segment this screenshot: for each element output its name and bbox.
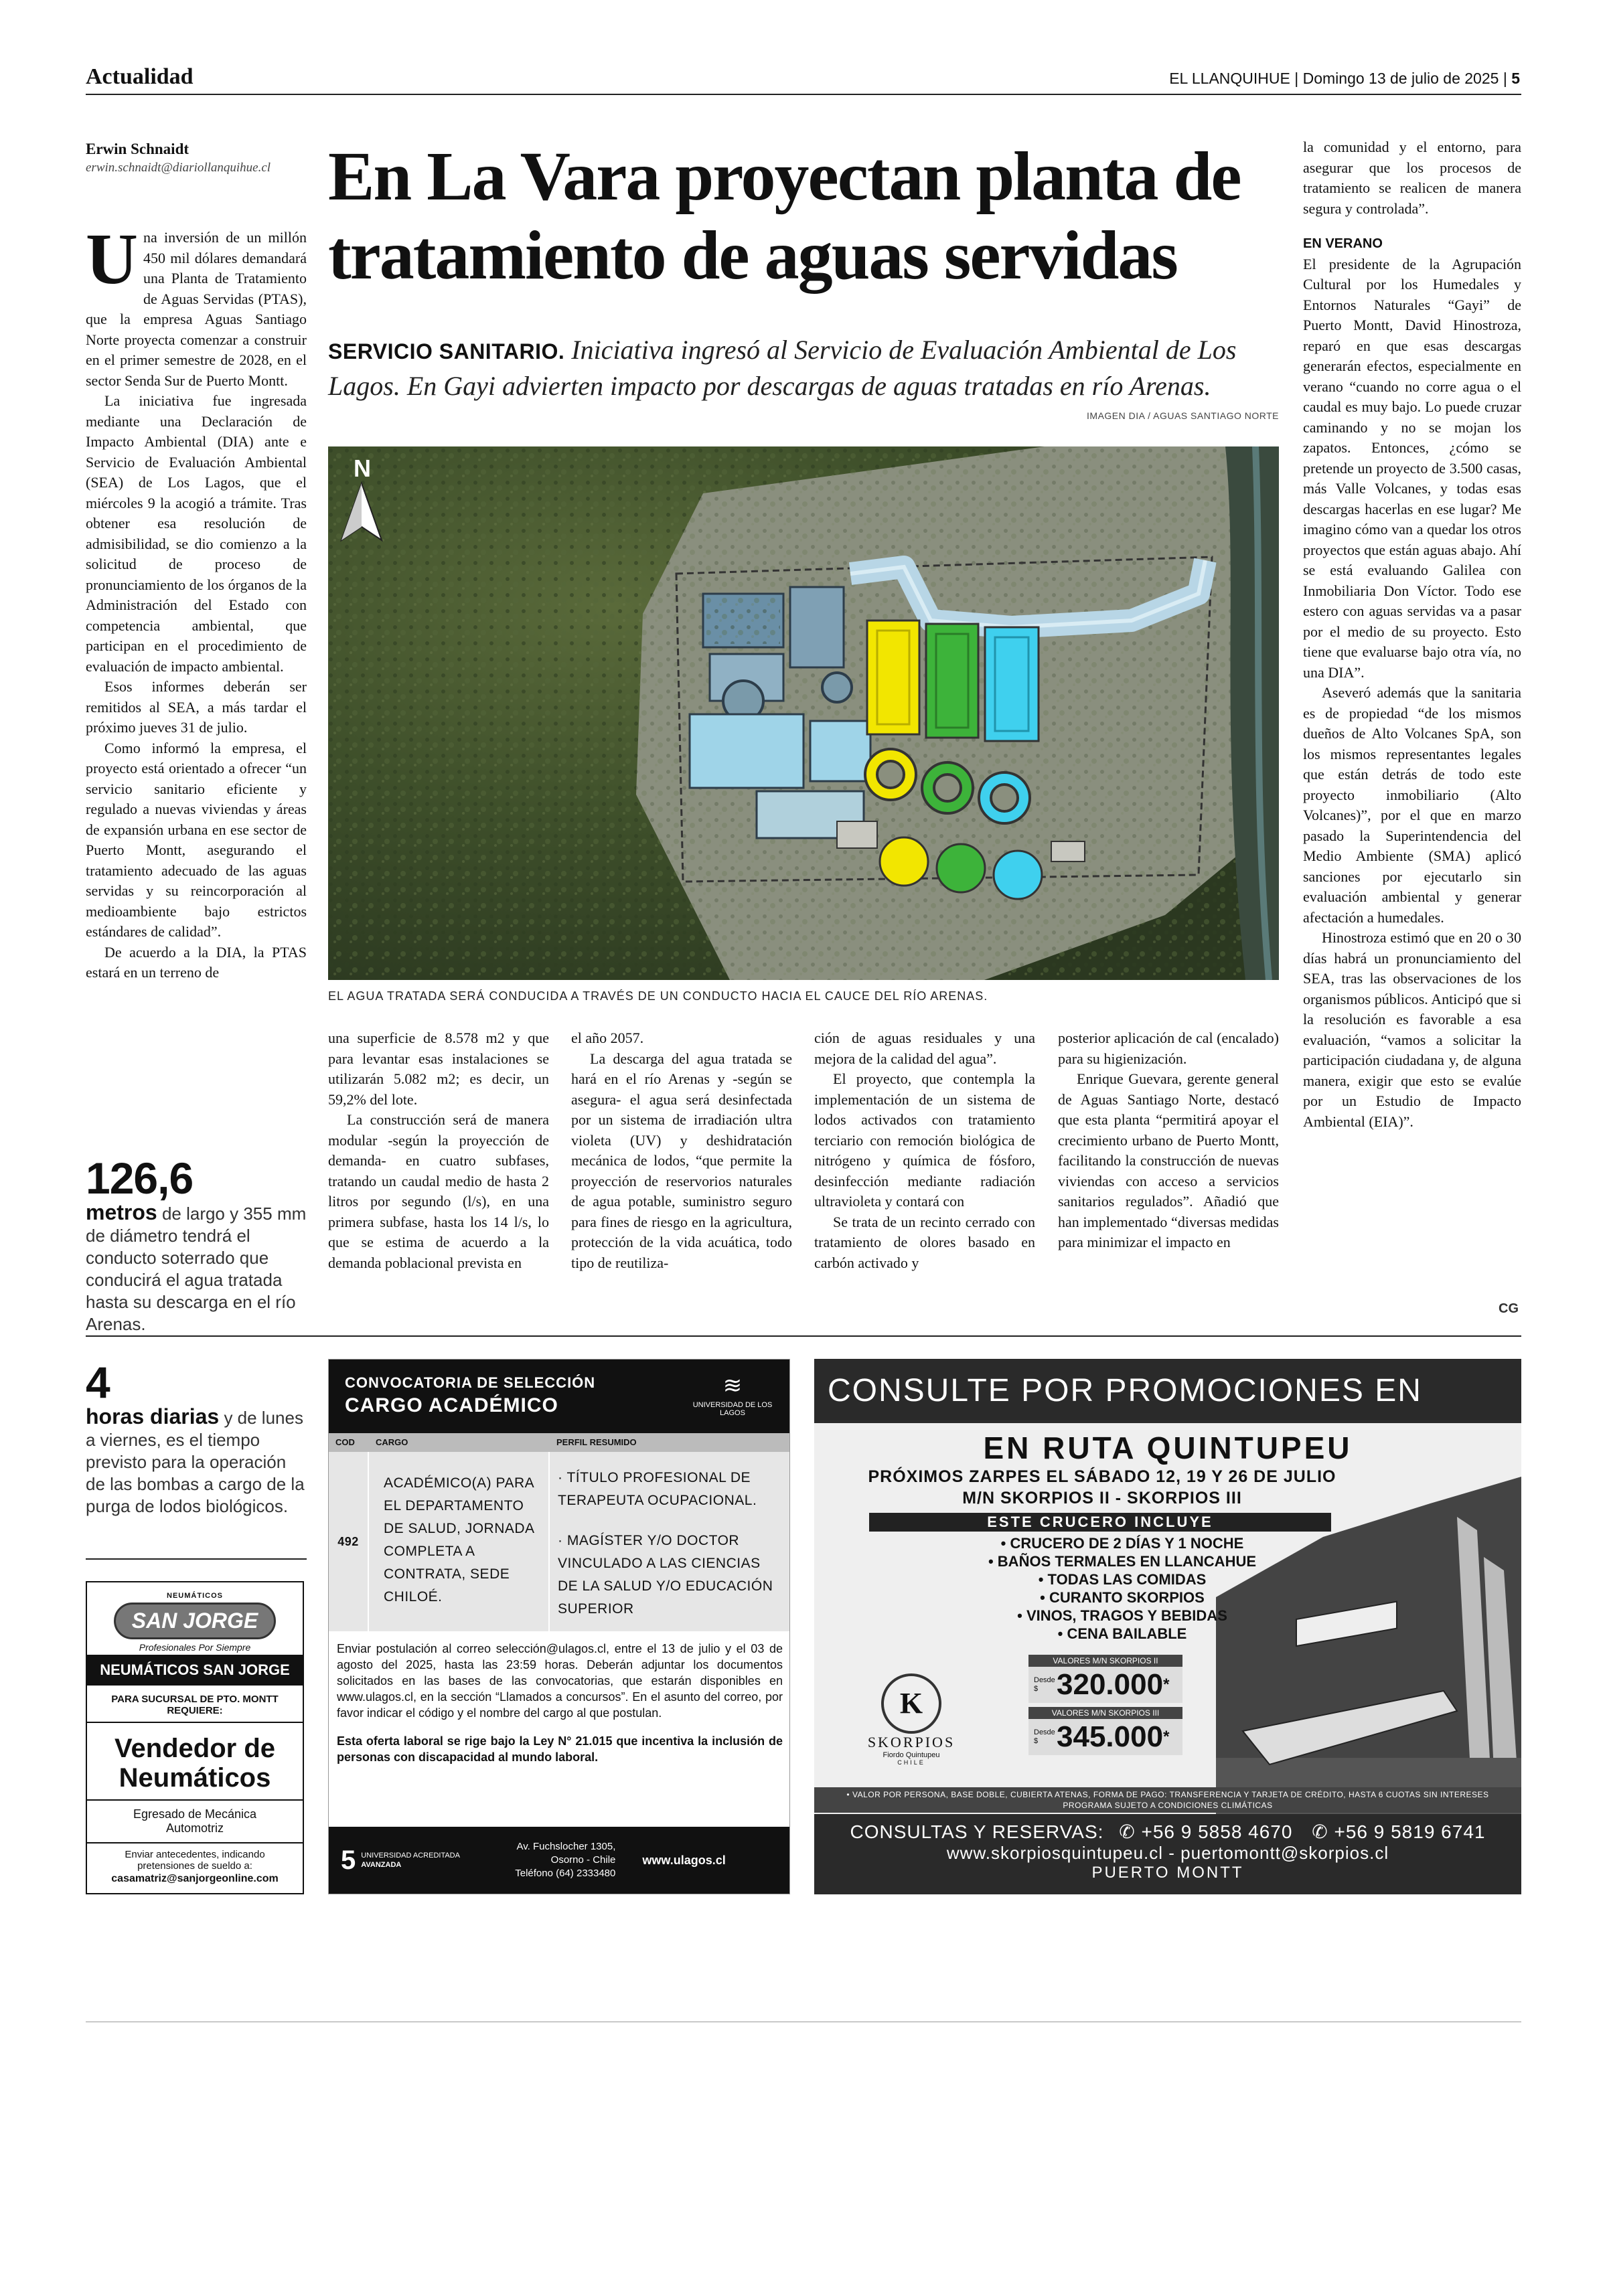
ulagos-logo-icon: ≋ (722, 1373, 743, 1398)
skorpios-item: • BAÑOS TERMALES EN LLANCAHUE (988, 1553, 1257, 1570)
col4-p2: El proyecto, que contempla la implementación de un sistema de lodos activados con tratamiento terciario con remoción biológica de nitrógeno y química de fósforo, desinfección mediante radiación ultravioleta y contará con (814, 1070, 1035, 1210)
price-label-2: VALORES M/N SKORPIOS III (1028, 1707, 1182, 1719)
kicker-text: Iniciativa ingresó al Servicio de Evaluación Ambiental de Los Lagos. En Gayi advierten impacto por descargas de aguas tratadas en río Arenas. (328, 335, 1237, 401)
skorpios-logo-text: SKORPIOS (867, 1734, 955, 1750)
ad-san-jorge[interactable] (86, 1581, 304, 1894)
skorpios-city: PUERTO MONTT (1091, 1864, 1244, 1882)
article-col-5 (1058, 1028, 1279, 1253)
col2-p1: una superficie de 8.578 m2 y que para levantar esas instalaciones se utilizarán 5.082 m2; es decir, un 59,2% del lote. (328, 1030, 549, 1108)
ulagos-level: AVANZADA (361, 1861, 402, 1869)
headline-line-2: tratamiento de aguas servidas (328, 217, 1177, 294)
ulagos-logo-text: UNIVERSIDAD DE LOS LAGOS (692, 1401, 773, 1417)
section-title: Actualidad (86, 64, 194, 89)
skorpios-item-text: VINOS, TRAGOS Y BEBIDAS (1026, 1607, 1227, 1624)
end-mark: CG (1499, 1301, 1519, 1316)
fact-1-text: de largo y 355 mm de diámetro tendrá el conducto soterrado que conducirá el agua tratada hasta su descarga en el río Arenas. (86, 1204, 307, 1334)
ulagos-perfil-1: · TÍTULO PROFESIONAL DE TERAPEUTA OCUPACIONAL. (558, 1470, 757, 1508)
ulagos-table-row (329, 1452, 789, 1631)
col6-p2: El presidente de la Agrupación Cultural por los Humedales y Entornos Naturales “Gayi” de Puerto Montt, David Hinostroza, reparó en que esas descargas generarán efectos, especialmente en verano “cuando no corre agua o el caudal es muy bajo. Lo puede cruzar caminando y no se mojan los zapatos. Entonces, ¿cómo se pretende un proyecto de 3.500 casas, más Valle Volcanes, y todas esas descargas hacerlas en ese lugar? Me imagino cómo van a quedar los otros proyectos que están aguas abajo. Ahí se está evaluando Galilea con Inmobiliaria Don Víctor. Todo ese estero con aguas servidas va a pasar por el medio de su proyecto. Esto tiene que evaluarse bajo otra vía, no una DIA”. (1303, 255, 1521, 681)
helm-icon: K (881, 1673, 941, 1734)
phone-2[interactable]: +56 9 5819 6741 (1334, 1821, 1486, 1842)
col1-p1: na inversión de un millón 450 mil dólares demandará una Planta de Tratamiento de Aguas Servidas (PTAS), que la empresa Aguas Santiago Norte proyecta comenzar a construir en el primer semestre de 2028, en el sector Senda Sur de Puerto Montt. (86, 229, 307, 389)
masthead: EL LLANQUIHUE | Domingo 13 de julio de 2025 | 5 (1169, 70, 1520, 87)
phone-1[interactable]: +56 9 5858 4670 (1141, 1821, 1293, 1842)
currency-label: $ (1034, 1685, 1039, 1693)
contact-label: CONSULTAS Y RESERVAS: (850, 1821, 1104, 1842)
fact-rule (86, 1558, 307, 1560)
skorpios-ships: M/N SKORPIOS II - SKORPIOS III (962, 1489, 1242, 1507)
north-label: N (354, 455, 371, 482)
photo-caption: EL AGUA TRATADA SERÁ CONDUCIDA A TRAVÉS DE UN CONDUCTO HACIA EL CAUCE DEL RÍO ARENAS. (328, 989, 988, 1003)
col1-p5: De acuerdo a la DIA, la PTAS estará en un terreno de (86, 943, 307, 981)
ulagos-header (329, 1360, 789, 1433)
col-cargo: CARGO (376, 1437, 408, 1447)
ulagos-table-header (329, 1433, 789, 1452)
skorpios-item-text: BAÑOS TERMALES EN LLANCAHUE (997, 1553, 1257, 1570)
desde-label: Desde (1034, 1728, 1055, 1736)
byline (86, 141, 307, 175)
ulagos-web[interactable]: www.ulagos.cl (642, 1853, 726, 1867)
san-jorge-tagline: Profesionales Por Siempre (139, 1642, 251, 1653)
ulagos-phone: Teléfono (64) 2333480 (515, 1868, 616, 1879)
fact-2-lead: horas diarias (86, 1404, 220, 1428)
ad-skorpios[interactable] (814, 1359, 1521, 1894)
skorpios-item: • CURANTO SKORPIOS (1040, 1589, 1205, 1606)
skorpios-banner: CONSULTE POR PROMOCIONES EN (814, 1359, 1521, 1423)
headline-line-1: En La Vara proyectan planta de (328, 138, 1241, 215)
ulagos-cargo: ACADÉMICO(A) PARA EL DEPARTAMENTO DE SALUD, JORNADA COMPLETA A CONTRATA, SEDE CHILOÉ. (369, 1452, 550, 1631)
whatsapp-icon: ✆ (1119, 1821, 1136, 1842)
issue-date: Domingo 13 de julio de 2025 (1302, 70, 1499, 87)
col6-p1: la comunidad y el entorno, para asegurar que los procesos de tratamiento se realicen de manera segura y controlada”. (1303, 139, 1521, 217)
skorpios-web[interactable]: www.skorpiosquintupeu.cl - puertomontt@skorpios.cl (946, 1843, 1389, 1863)
san-jorge-brand: SAN JORGE (114, 1603, 276, 1639)
article-col-2 (328, 1028, 549, 1273)
newspaper-name: EL LLANQUIHUE (1169, 70, 1290, 87)
col1-p4: Como informó la empresa, el proyecto está orientado a ofrecer “un servicio sanitario eficiente y regulado a nuevas viviendas y áreas de expansión urbana en ese sector de Puerto Montt, asegurando el tratamiento adecuado de las aguas servidas y su reincorporación al medioambiente bajo estrictos estándares de calidad”. (86, 739, 307, 940)
col4-p1: ción de aguas residuales y una mejora de la calidad del agua”. (814, 1030, 1035, 1067)
article-col-6 (1303, 137, 1521, 1132)
price-box-1: Desde $ 320.000 * (1028, 1667, 1182, 1703)
author-email[interactable]: erwin.schnaidt@diariollanquihue.cl (86, 161, 271, 175)
skorpios-items (948, 1534, 1296, 1643)
currency-label: $ (1034, 1737, 1039, 1745)
article-col-4 (814, 1028, 1035, 1273)
dropcap: U (86, 220, 138, 299)
ulagos-body: Enviar postulación al correo selección@ulagos.cl, entre el 13 de julio y el 03 de agosto del 2025, hasta las 23:59 horas. Deberán adjuntar los documentos solicitados en las bases de las convocatorias, que estarán disponibles en www.ulagos.cl, en la sección “Llamados a concursos”. En el asunto del correo, por favor indicar el código y el nombre del cargo al que postulan. (337, 1642, 783, 1720)
article-col-3 (571, 1028, 792, 1273)
col3-p2: La descarga del agua tratada se hará en el río Arenas y -según se asegura- el agua será desinfectada por un sistema de irradiación ultra violeta (UV) y deshidratación mecánica de lodos, “que permite la proyección de reservorios naturales de agua potable, suministro seguro para fines de riesgo en la agricultura, protección de la vida acuática, todo tipo de reutiliza- (571, 1050, 792, 1271)
skorpios-item: • VINOS, TRAGOS Y BEBIDAS (1017, 1607, 1227, 1624)
ulagos-addr-1: Av. Fuchslocher 1305, (516, 1841, 616, 1852)
col3-p1: el año 2057. (571, 1030, 644, 1046)
fact-1-lead: metros (86, 1200, 157, 1224)
ulagos-title-1: CONVOCATORIA DE SELECCIÓN (345, 1374, 596, 1391)
col5-p1: posterior aplicación de cal (encalado) para su higienización. (1058, 1030, 1279, 1067)
desde-label: Desde (1034, 1676, 1055, 1684)
col6-p4: Hinostroza estimó que en 20 o 30 días habrá un pronunciamiento del SEA, tras las observaciones de los organismos públicos. Anticipó que si la resolución es favorable a esa evaluación, “vamos a solicitar la participación ciudadana y, de alguna manera, exigir que esto se evalúe por un Estudio de Impacto Ambiental (EIA)”. (1303, 929, 1521, 1130)
fact-1-number: 126,6 (86, 1153, 194, 1203)
skorpios-item: • TODAS LAS COMIDAS (1038, 1571, 1207, 1588)
skorpios-title: EN RUTA QUINTUPEU (983, 1430, 1353, 1465)
kicker (328, 333, 1266, 404)
skorpios-fine-print: • VALOR POR PERSONA, BASE DOBLE, CUBIERTA ATENAS, FORMA DE PAGO: TRANSFERENCIA Y TARJETA DE CRÉDITO, HASTA 6 CUOTAS SIN INTERESES PROGRAMA SUJETO A CONDICIONES CLIMÁTICAS (814, 1787, 1521, 1813)
col2-p2: La construcción será de manera modular -según la proyección de demanda- en cuatro subfases, tratando un caudal medio de hasta 2 litros por segundo (l/s), en una primera subfase, hasta los 14 l/s, lo que se estima de acuerdo a la demanda poblacional prevista en (328, 1111, 549, 1271)
skorpios-includes: ESTE CRUCERO INCLUYE (869, 1513, 1331, 1532)
ulagos-logo (689, 1374, 776, 1417)
fact-box-1 (86, 1155, 307, 1335)
col5-p2: Enrique Guevara, gerente general de Aguas Santiago Norte, destacó que esta planta “permitirá apoyar el crecimiento urbano de Puerto Montt, facilitando la construcción de nuevas viviendas con acceso a servicios sanitarios regulados”. Añadió que han implementado “diversas medidas para minimizar el impacto en (1058, 1070, 1279, 1250)
header-rule (86, 94, 1521, 95)
ulagos-law-note: Esta oferta laboral se rige bajo la Ley N° 21.015 que incentiva la inclusión de personas con discapacidad al mundo laboral. (337, 1734, 783, 1764)
san-jorge-brand-small: NEUMÁTICOS (167, 1592, 223, 1600)
ulagos-title-2: CARGO ACADÉMICO (345, 1394, 558, 1416)
ad-ulagos[interactable] (328, 1359, 790, 1894)
ulagos-footer (329, 1827, 789, 1894)
price-label-1: VALORES M/N SKORPIOS II (1028, 1655, 1182, 1667)
fact-2-text: y de lunes a viernes, es el tiempo previsto para la operación de las bombas a cargo de la purga de lodos biológicos. (86, 1408, 305, 1516)
skorpios-item-text: TODAS LAS COMIDAS (1047, 1571, 1207, 1588)
san-jorge-logo (87, 1582, 303, 1655)
fact-2-number: 4 (86, 1358, 110, 1407)
ulagos-perfil-2: · MAGÍSTER Y/O DOCTOR VINCULADO A LAS CIENCIAS DE LA SALUD Y/O EDUCACIÓN SUPERIOR (558, 1533, 773, 1617)
price-1: 320.000 (1057, 1668, 1164, 1701)
skorpios-footer (814, 1814, 1521, 1894)
col6-p3: Aseveró además que la sanitaria es de propiedad “de los mismos dueños de Alto Volcanes SpA, son los mismos representantes legales que están detrás de todo este proyecto inmobiliario (Alto Volcanes)”, por el que en marzo pasado la Superintendencia del Medio Ambiente (SMA) aplicó sanciones por ejecutarlo sin evaluación ambiental y generar afectación a humedales. (1303, 684, 1521, 926)
plant-render-svg (328, 446, 1279, 980)
ulagos-cod: 492 (329, 1452, 369, 1631)
skorpios-logo-country: CHILE (897, 1759, 925, 1766)
san-jorge-requirement: Egresado de Mecánica Automotriz (87, 1801, 303, 1843)
skorpios-item: • CRUCERO DE 2 DÍAS Y 1 NOCHE (1000, 1535, 1244, 1552)
fact-box-2 (86, 1359, 307, 1518)
san-jorge-email[interactable]: casamatriz@sanjorgeonline.com (111, 1873, 279, 1884)
skorpios-item-text: CRUCERO DE 2 DÍAS Y 1 NOCHE (1010, 1535, 1244, 1552)
san-jorge-footer-text: Enviar antecedentes, indicando pretensiones de sueldo a: (125, 1849, 265, 1872)
price-box-2: Desde $ 345.000 * (1028, 1719, 1182, 1755)
headline (328, 137, 1299, 295)
whatsapp-icon: ✆ (1312, 1821, 1328, 1842)
author-name: Erwin Schnaidt (86, 141, 189, 157)
aerial-render-image (328, 446, 1279, 980)
col1-p2: La iniciativa fue ingresada mediante una Declaración de Impacto Ambiental (DIA) ante e Servicio de Evaluación Ambiental (SEA) de Los Lagos, que el miércoles 9 la acogió a trámite. Tras obtener esa resolución de admisibilidad, se dio comienzo a la solicitud de proceso de pronunciamiento de los órganos de la Administración del Estado con competencia ambiental, que participan en el procedimiento de evaluación de impacto ambiental. (86, 392, 307, 675)
col1-p3: Esos informes deberán ser remitidos al SEA, a más tardar el próximo jueves 31 de julio. (86, 678, 307, 736)
subhead-en-verano: EN VERANO (1303, 236, 1383, 251)
ulagos-addr-2: Osorno - Chile (550, 1854, 616, 1866)
skorpios-logo-sub: Fiordo Quintupeu (883, 1751, 940, 1759)
price-2: 345.000 (1057, 1720, 1164, 1753)
san-jorge-sub: PARA SUCURSAL DE PTO. MONTT REQUIERE: (87, 1686, 303, 1723)
san-jorge-band: NEUMÁTICOS SAN JORGE (87, 1655, 303, 1686)
skorpios-dates: PRÓXIMOS ZARPES EL SÁBADO 12, 19 Y 26 DE JULIO (868, 1467, 1336, 1486)
skorpios-item-text: CENA BAILABLE (1067, 1625, 1187, 1642)
section-rule (86, 1335, 1521, 1337)
col-perfil: PERFIL RESUMIDO (556, 1437, 637, 1447)
skorpios-item: • CENA BAILABLE (1057, 1625, 1187, 1642)
skorpios-item-text: CURANTO SKORPIOS (1049, 1589, 1205, 1606)
san-jorge-title: Vendedor de Neumáticos (87, 1723, 303, 1801)
ulagos-years: 5 (341, 1845, 356, 1875)
photo-credit: IMAGEN DIA / AGUAS SANTIAGO NORTE (1087, 410, 1279, 421)
col-cod: COD (335, 1437, 355, 1447)
ulagos-acred: UNIVERSIDAD ACREDITADA (361, 1852, 460, 1860)
skorpios-prices (1028, 1655, 1182, 1755)
col4-p3: Se trata de un recinto cerrado con tratamiento de olores basado en carbón activado y (814, 1213, 1035, 1271)
page-number: 5 (1511, 70, 1520, 87)
skorpios-logo (861, 1673, 962, 1766)
article-col-1 (86, 220, 307, 983)
kicker-label: SERVICIO SANITARIO. (328, 339, 565, 363)
